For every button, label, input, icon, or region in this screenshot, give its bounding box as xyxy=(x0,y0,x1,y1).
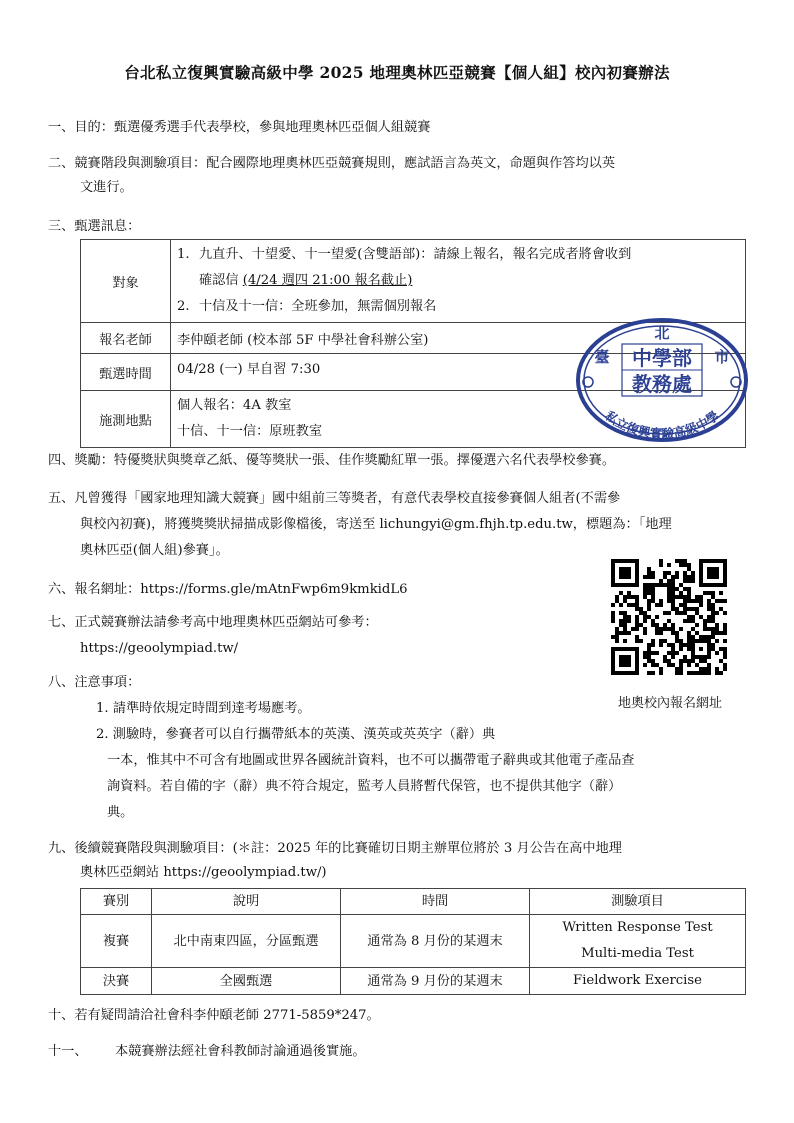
stage-item: Written Response Test xyxy=(562,920,713,935)
time-value: 04/28 (一) 早自習 7:30 xyxy=(171,354,746,391)
stage-time: 通常為 9 月份的某週末 xyxy=(341,968,530,995)
later-stages-table xyxy=(80,888,746,995)
header-time: 時間 xyxy=(341,889,530,915)
section-closing-label: 十一、 xyxy=(48,1044,88,1059)
place-line1: 個人報名：4A 教室 xyxy=(177,398,292,413)
stage-row-semifinal xyxy=(81,915,746,968)
stage-item: Multi-media Test xyxy=(581,946,694,961)
place-label: 施測地點 xyxy=(81,391,171,448)
target-1-line1: 九直升、十望愛、十一望愛(含雙語部)：請線上報名，報名完成者將會收到 xyxy=(199,247,632,262)
section-closing-text: 本競賽辦法經社會科教師討論通過後實施。 xyxy=(115,1044,366,1059)
seal-arc-path-text: 私立復興實驗高級中學 xyxy=(602,407,722,442)
stage-time: 通常為 8 月份的某週末 xyxy=(341,915,530,968)
target-1-num: 1. xyxy=(177,247,190,262)
deadline-text: (4/24 週四 21:00 報名截止) xyxy=(242,273,413,288)
stage-name: 複賽 xyxy=(81,915,152,968)
stage-name: 決賽 xyxy=(81,968,152,995)
official-site-link[interactable]: https://geoolympiad.tw/ xyxy=(80,641,239,656)
section-stages-line1: 二、競賽階段與測驗項目：配合國際地理奧林匹亞競賽規則，應試語言為英文，命題與作答均以英 xyxy=(48,156,616,171)
target-label: 對象 xyxy=(81,240,171,323)
stage-desc: 北中南東四區，分區甄選 xyxy=(152,915,341,968)
target-cell xyxy=(171,240,746,323)
section-direct-entry-line1: 五、凡曾獲得「國家地理知識大競賽」國中組前三等獎者，有意代表學校直接參賽個人組者(不需參 xyxy=(48,491,621,506)
stage-desc: 全國甄選 xyxy=(152,968,341,995)
section-rewards: 四、獎勵：特優獎狀與獎章乙紙、優等獎狀一張、佳作獎勵紅單一張。擇優選六名代表學校參賽。 xyxy=(48,453,616,468)
section-notes-heading: 八、注意事項： xyxy=(48,675,141,690)
section-purpose: 一、目的：甄選優秀選手代表學校，參與地理奧林匹亞個人組競賽 xyxy=(48,120,431,135)
school-seal-stamp xyxy=(574,318,750,446)
qr-caption: 地奧校內報名網址 xyxy=(617,696,722,711)
teacher-label: 報名老師 xyxy=(81,323,171,354)
section-later-stages-line2: 奧林匹亞網站 https://geoolympiad.tw/) xyxy=(80,865,327,880)
seal-right-text: 市 xyxy=(714,348,730,366)
section-later-stages-line1: 九、後續競賽階段與測驗項目：(＊註：2025 年的比賽確切日期主辦單位將於 3 月公告在高中地理 xyxy=(48,841,622,856)
note-item-2-line2: 一本，惟其中不可含有地圖或世界各國統計資料，也不可以攜帶電子辭典或其他電子產品查 xyxy=(107,753,635,768)
section-contact: 十、若有疑問請洽社會科李仲頤老師 2771-5859*247。 xyxy=(48,1008,380,1023)
note-item-2-line1: 2. 測驗時，參賽者可以自行攜帶紙本的英漢、漢英或英英字（辭）典 xyxy=(96,727,496,742)
time-label: 甄選時間 xyxy=(81,354,171,391)
stage-items xyxy=(530,915,746,968)
note-item-1: 1. 請準時依規定時間到達考場應考。 xyxy=(96,701,311,716)
note-item-2-line3: 詢資料。若自備的字（辭）典不符合規定，監考人員將暫代保管，也不提供其他字（辭） xyxy=(107,779,622,794)
seal-middle-line2: 教務處 xyxy=(632,372,692,396)
target-2-num: 2. xyxy=(177,299,190,314)
row-target xyxy=(81,240,746,323)
stage-row-final xyxy=(81,968,746,995)
section-selection-heading: 三、甄選訊息： xyxy=(48,219,141,234)
target-1-line2: 確認信 xyxy=(199,273,243,288)
section-direct-entry-line3: 奧林匹亞(個人組)參賽」。 xyxy=(80,543,229,558)
place-line2: 十信、十一信：原班教室 xyxy=(177,424,323,439)
section-official-rules-line1: 七、正式競賽辦法請參考高中地理奧林匹亞網站可參考： xyxy=(48,615,378,630)
header-desc: 說明 xyxy=(152,889,341,915)
teacher-value: 李仲頤老師 (校本部 5F 中學社會科辦公室) xyxy=(171,323,746,354)
section-stages-line2: 文進行。 xyxy=(80,180,133,195)
target-2-text: 十信及十一信：全班參加，無需個別報名 xyxy=(199,299,437,314)
stage-header-row xyxy=(81,889,746,915)
page-title: 台北私立復興實驗高級中學 2025 地理奧林匹亞競賽【個人組】校內初賽辦法 xyxy=(124,63,670,82)
header-items: 測驗項目 xyxy=(530,889,746,915)
signup-qr-code[interactable] xyxy=(610,559,728,675)
section-signup-url: 六、報名網址：https://forms.gle/mAtnFwp6m9kmkidL6 xyxy=(48,582,408,597)
seal-left-text: 臺 xyxy=(594,348,610,366)
seal-middle-line1: 中學部 xyxy=(632,346,692,370)
seal-top-text: 北 xyxy=(654,324,670,342)
seal-arc-text xyxy=(602,408,722,442)
note-item-2-line4: 典。 xyxy=(107,805,134,820)
stage-item: Fieldwork Exercise xyxy=(573,973,702,988)
stage-items xyxy=(530,968,746,995)
section-direct-entry-line2: 與校內初賽)，將獲獎獎狀掃描成影像檔後，寄送至 lichungyi@gm.fhjh.tp.edu.tw，標題為：「地理 xyxy=(80,517,672,532)
header-stage: 賽別 xyxy=(81,889,152,915)
